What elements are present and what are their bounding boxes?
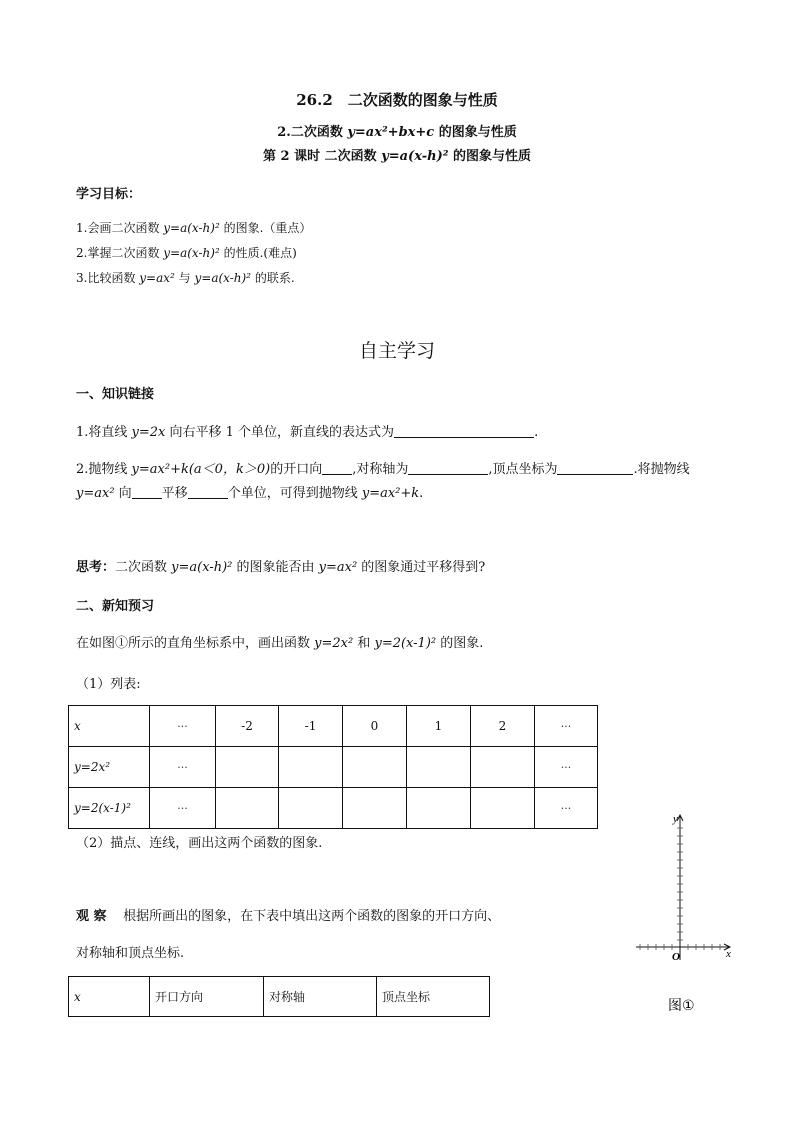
formula: y=ax²+bx+c — [347, 125, 435, 140]
table-cell-input[interactable] — [343, 788, 407, 829]
think-prompt: 思考：二次函数 y=a(x-h)² 的图象能否由 y=ax² 的图象通过平移得到? — [76, 560, 486, 575]
part1-heading: 一、知识链接 — [76, 387, 155, 402]
step-2-label: （2）描点、连线，画出这两个函数的图象. — [76, 836, 323, 851]
table-row: y=2x² ··· ··· — [69, 747, 598, 788]
answer-blank[interactable] — [394, 425, 534, 438]
answer-blank[interactable] — [188, 486, 228, 499]
observe-line1: 观 察 根据所画出的图象，在下表中填出这两个函数的图象的开口方向、 — [76, 909, 501, 924]
goal-item: 1.会画二次函数 y=a(x-h)² 的图象.（重点） — [76, 221, 312, 235]
goal-item: 2.掌握二次函数 y=a(x-h)² 的性质.(难点) — [76, 246, 297, 260]
step-1-label: （1）列表: — [76, 677, 141, 692]
observe-line2: 对称轴和顶点坐标. — [76, 946, 185, 961]
y-axis-label: y — [673, 813, 678, 825]
subtitle-section: 2.二次函数 y=ax²+bx+c 的图象与性质 — [277, 125, 517, 140]
answer-blank[interactable] — [132, 486, 162, 499]
answer-blank[interactable] — [557, 462, 633, 475]
properties-table — [68, 976, 490, 1017]
table-row: x 开口方向 对称轴 顶点坐标 — [69, 977, 490, 1017]
answer-blank[interactable] — [408, 462, 488, 475]
origin-label: O — [672, 951, 680, 963]
table-cell-input[interactable] — [343, 747, 407, 788]
x-axis — [636, 944, 730, 950]
intro-text: 在如图①所示的直角坐标系中，画出函数 y=2x² 和 y=2(x-1)² 的图象. — [76, 636, 484, 651]
table-cell-input[interactable] — [216, 788, 279, 829]
subtitle-lesson: 第 2 课时 二次函数 y=a(x-h)² 的图象与性质 — [263, 149, 531, 164]
table-cell-input[interactable] — [216, 747, 279, 788]
goals-heading: 学习目标： — [76, 187, 142, 202]
x-axis-label: x — [726, 948, 731, 960]
question-1: 1.将直线 y=2x 向右平移 1 个单位，新直线的表达式为 . — [76, 425, 539, 440]
question-2-line1: 2.抛物线 y=ax²+k(a＜0，k＞0)的开口向 ,对称轴为 ,顶点坐标为 .将抛物线 — [76, 462, 690, 477]
part2-heading: 二、新知预习 — [76, 599, 155, 614]
table-row: x ··· -2 -1 0 1 2 ··· — [69, 706, 598, 747]
table-cell-input[interactable] — [471, 788, 535, 829]
goal-item: 3.比较函数 y=ax² 与 y=a(x-h)² 的联系. — [76, 271, 295, 285]
table-cell-input[interactable] — [279, 747, 343, 788]
coordinate-figure — [628, 810, 748, 1020]
section-title: 自主学习 — [358, 340, 435, 362]
table-row: y=2(x-1)² ··· ··· — [69, 788, 598, 829]
table-cell-input[interactable] — [407, 788, 471, 829]
document-title: 26.2 二次函数的图象与性质 — [296, 91, 498, 109]
formula: y=a(x-h)² — [381, 149, 449, 164]
table-cell-input[interactable] — [407, 747, 471, 788]
question-2-line2: y=ax² 向 平移 个单位，可得到抛物线 y=ax²+k. — [76, 486, 424, 501]
table-cell-input[interactable] — [279, 788, 343, 829]
figure-caption: 图① — [668, 998, 695, 1014]
table-cell-input[interactable] — [471, 747, 535, 788]
value-table — [68, 705, 598, 829]
answer-blank[interactable] — [322, 462, 352, 475]
y-axis — [677, 815, 683, 960]
